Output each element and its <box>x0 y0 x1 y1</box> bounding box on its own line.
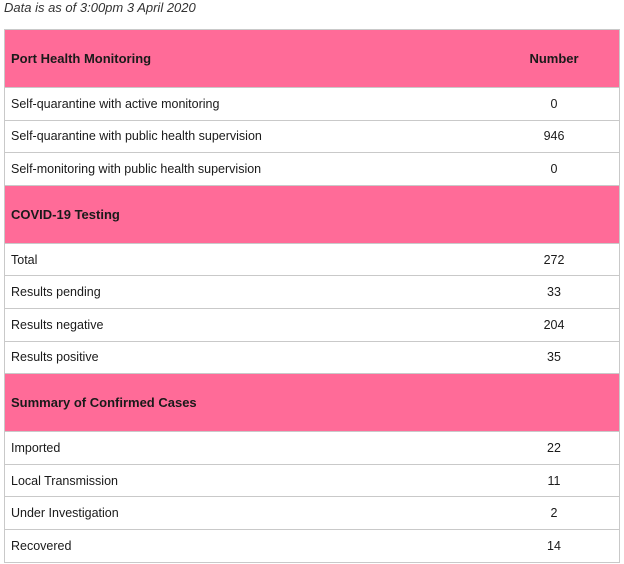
row-value: 14 <box>547 538 561 553</box>
row-label: Local Transmission <box>11 473 118 488</box>
row-label: Imported <box>11 440 61 455</box>
row-label: Self-quarantine with active monitoring <box>11 96 220 111</box>
row-label: Under Investigation <box>11 506 119 521</box>
table-row <box>5 497 619 530</box>
row-label: Total <box>11 252 38 267</box>
row-value: 33 <box>547 285 561 300</box>
table-row <box>5 530 619 563</box>
section-title: Summary of Confirmed Cases <box>11 395 197 411</box>
section-header-port-health <box>5 30 619 88</box>
table-row <box>5 432 619 465</box>
row-value: 0 <box>550 96 558 111</box>
row-value: 272 <box>543 252 565 267</box>
table-row <box>5 88 619 121</box>
row-value: 0 <box>550 161 558 176</box>
row-value: 2 <box>550 506 558 521</box>
data-timestamp-note: Data is as of 3:00pm 3 April 2020 <box>4 0 196 15</box>
row-label: Self-monitoring with public health supervision <box>11 161 262 176</box>
row-value: 204 <box>543 317 565 332</box>
table-row <box>5 342 619 375</box>
row-value: 946 <box>543 129 565 144</box>
section-header-confirmed-cases <box>5 374 619 432</box>
table-row <box>5 153 619 186</box>
row-label: Results negative <box>11 317 104 332</box>
row-value: 11 <box>547 473 561 488</box>
covid-data-table <box>4 29 620 563</box>
table-row <box>5 121 619 154</box>
table-row <box>5 309 619 342</box>
table-row <box>5 465 619 498</box>
row-label: Results pending <box>11 285 101 300</box>
number-column-header: Number <box>529 51 579 66</box>
table-row <box>5 244 619 277</box>
row-value: 35 <box>547 350 561 365</box>
row-value: 22 <box>547 440 561 455</box>
section-title: Port Health Monitoring <box>11 51 152 66</box>
section-header-covid-testing <box>5 186 619 244</box>
row-label: Self-quarantine with public health supervision <box>11 129 262 144</box>
section-title: COVID-19 Testing <box>11 206 120 222</box>
table-row <box>5 276 619 309</box>
row-label: Recovered <box>11 538 72 553</box>
row-label: Results positive <box>11 350 99 365</box>
